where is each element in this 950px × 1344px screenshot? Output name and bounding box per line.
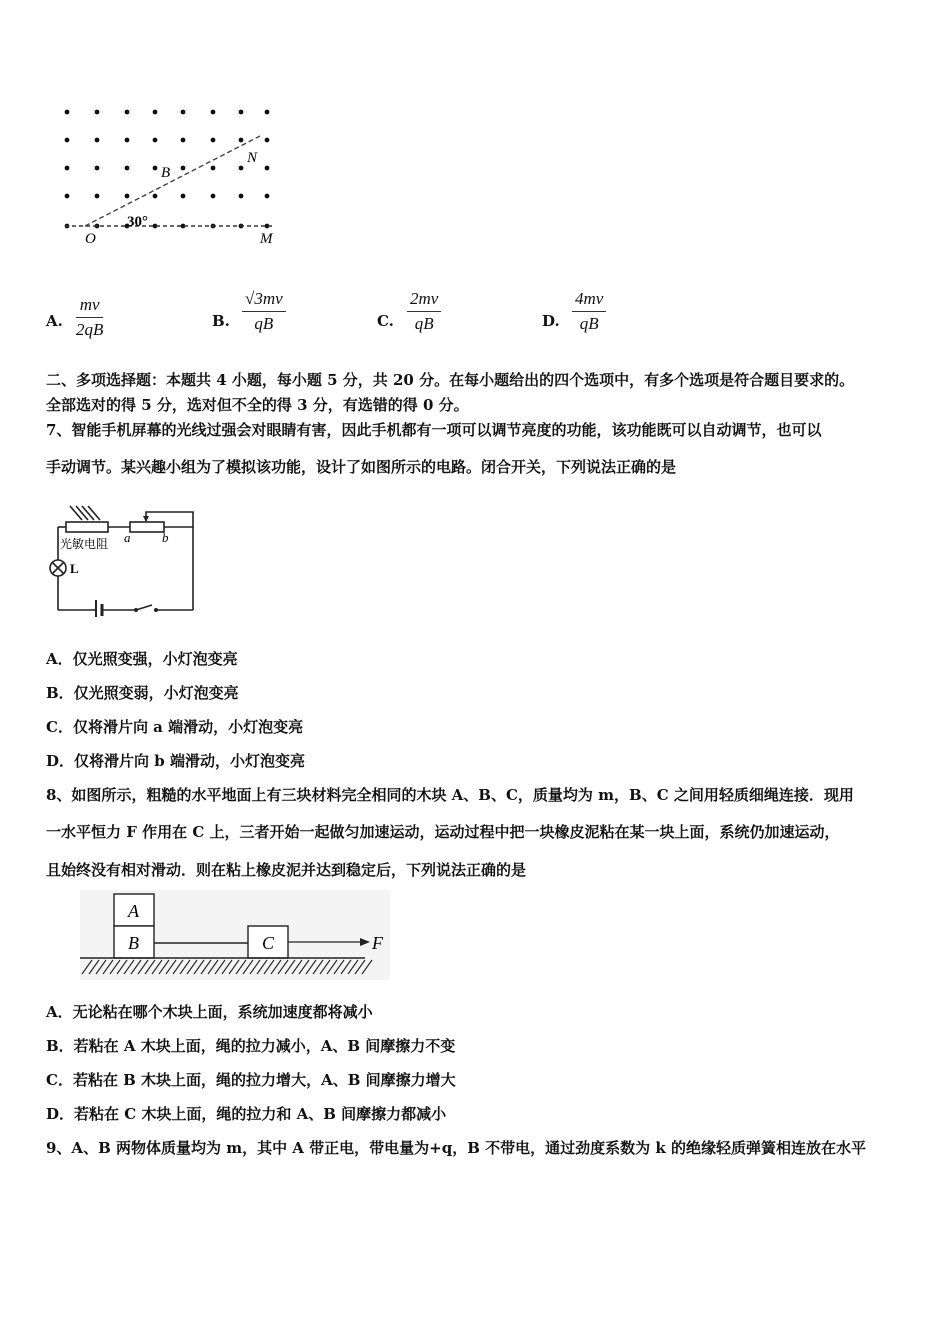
field-dot <box>153 166 158 171</box>
field-dot <box>239 194 244 199</box>
field-dot <box>65 194 70 199</box>
field-dot <box>95 138 100 143</box>
q6-option-a-letter: A. <box>46 312 63 330</box>
q6-option-a-numerator: mv <box>76 295 103 318</box>
q6-option-d-numerator: 4mv <box>572 289 606 312</box>
lamp-label: L <box>70 561 79 576</box>
label-a: a <box>124 530 131 545</box>
field-dot <box>153 138 158 143</box>
q6-option-c-denominator: qB <box>414 314 434 333</box>
block-A-label: A <box>128 901 139 921</box>
q8-stem-line1: 8、如图所示，粗糙的水平地面上有三块材料完全相同的木块 A、B、C，质量均为 m，B、C 之间用轻质细绳连接．现用 <box>46 786 854 804</box>
field-dot <box>153 194 158 199</box>
q7-option-b: B．仅光照变弱，小灯泡变亮 <box>46 684 239 702</box>
q6-option-c-fraction <box>407 289 441 334</box>
photoresistor <box>66 522 108 532</box>
q7-stem-line1: 7、智能手机屏幕的光线过强会对眼睛有害，因此手机都有一项可以调节亮度的功能，该功能既可以自动调节，也可以 <box>46 421 822 439</box>
field-dot <box>239 138 244 143</box>
block-B-label: B <box>128 933 139 953</box>
field-dot <box>265 166 270 171</box>
section2-line2: 全部选对的得 5 分，选对但不全的得 3 分，有选错的得 0 分。 <box>46 396 469 414</box>
label-b: b <box>162 530 169 545</box>
q6-option-d-denominator: qB <box>579 314 599 333</box>
q9-stem-line1: 9、A、B 两物体质量均为 m，其中 A 带正电，带电量为+q，B 不带电，通过劲度系数为 k 的绝缘轻质弹簧相连放在水平 <box>46 1139 866 1157</box>
q6-option-b-denominator: qB <box>254 314 274 333</box>
field-dot <box>181 166 186 171</box>
field-dot <box>153 110 158 115</box>
rheostat <box>130 522 164 532</box>
q6-option-c-numerator: 2mv <box>407 289 441 312</box>
q6-option-a-fraction <box>76 295 103 340</box>
section2-line1: 二、多项选择题：本题共 4 小题，每小题 5 分，共 20 分。在每小题给出的四个选项中，有多个选项是符合题目要求的。 <box>46 371 855 389</box>
q6-option-b-letter: B. <box>212 312 230 330</box>
field-dot <box>181 138 186 143</box>
q7-option-a: A．仅光照变强，小灯泡变亮 <box>46 650 238 668</box>
field-dot <box>265 110 270 115</box>
q8-option-b: B．若粘在 A 木块上面，绳的拉力减小，A、B 间摩擦力不变 <box>46 1037 456 1055</box>
q6-option-c-letter: C. <box>377 312 394 330</box>
label-N: N <box>247 150 258 166</box>
q6-option-d-letter: D. <box>542 312 560 330</box>
field-dot <box>211 166 216 171</box>
q8-stem-line3: 且始终没有相对滑动．则在粘上橡皮泥并达到稳定后，下列说法正确的是 <box>46 861 527 879</box>
field-dot <box>125 110 130 115</box>
q7-option-c: C．仅将滑片向 a 端滑动，小灯泡变亮 <box>46 718 304 736</box>
q7-option-d: D．仅将滑片向 b 端滑动，小灯泡变亮 <box>46 752 305 770</box>
field-dot <box>125 138 130 143</box>
force-label: F <box>372 933 383 953</box>
field-dot <box>211 110 216 115</box>
q8-option-d: D．若粘在 C 木块上面，绳的拉力和 A、B 间摩擦力都减小 <box>46 1105 447 1123</box>
field-dot <box>239 166 244 171</box>
q6-option-d-fraction <box>572 289 606 334</box>
field-dot <box>265 138 270 143</box>
magnetic-field-figure <box>55 100 285 250</box>
field-dot <box>125 166 130 171</box>
field-dot <box>181 110 186 115</box>
field-dot <box>65 166 70 171</box>
field-dot <box>211 138 216 143</box>
blocks-figure <box>80 890 390 980</box>
resistor-label: 光敏电阻 <box>60 537 109 551</box>
label-O: O <box>85 231 96 247</box>
q6-option-b-fraction <box>242 289 286 334</box>
field-dot <box>239 110 244 115</box>
q7-stem-line2: 手动调节。某兴趣小组为了模拟该功能，设计了如图所示的电路。闭合开关，下列说法正确的是 <box>46 458 677 476</box>
label-M: M <box>260 231 273 247</box>
angle-label: 30° <box>127 214 148 230</box>
q8-stem-line2: 一水平恒力 F 作用在 C 上，三者开始一起做匀加速运动，运动过程中把一块橡皮泥粘在某一块上面，系统仍加速运动， <box>46 823 840 841</box>
field-dot <box>95 194 100 199</box>
line-ON <box>85 136 260 226</box>
q8-option-a: A．无论粘在哪个木块上面，系统加速度都将减小 <box>46 1003 373 1021</box>
field-dot <box>265 194 270 199</box>
label-B: B <box>161 165 171 181</box>
circuit-figure <box>48 502 198 617</box>
field-dot <box>125 194 130 199</box>
q6-option-b-numerator: √3mv <box>242 289 286 312</box>
field-dot <box>65 138 70 143</box>
q6-option-a-denominator: 2qB <box>76 320 104 339</box>
field-dot <box>95 110 100 115</box>
field-dot <box>181 194 186 199</box>
field-dot <box>95 166 100 171</box>
block-C-label: C <box>262 933 275 953</box>
q8-option-c: C．若粘在 B 木块上面，绳的拉力增大，A、B 间摩擦力增大 <box>46 1071 456 1089</box>
field-dot <box>211 194 216 199</box>
field-dot <box>65 110 70 115</box>
